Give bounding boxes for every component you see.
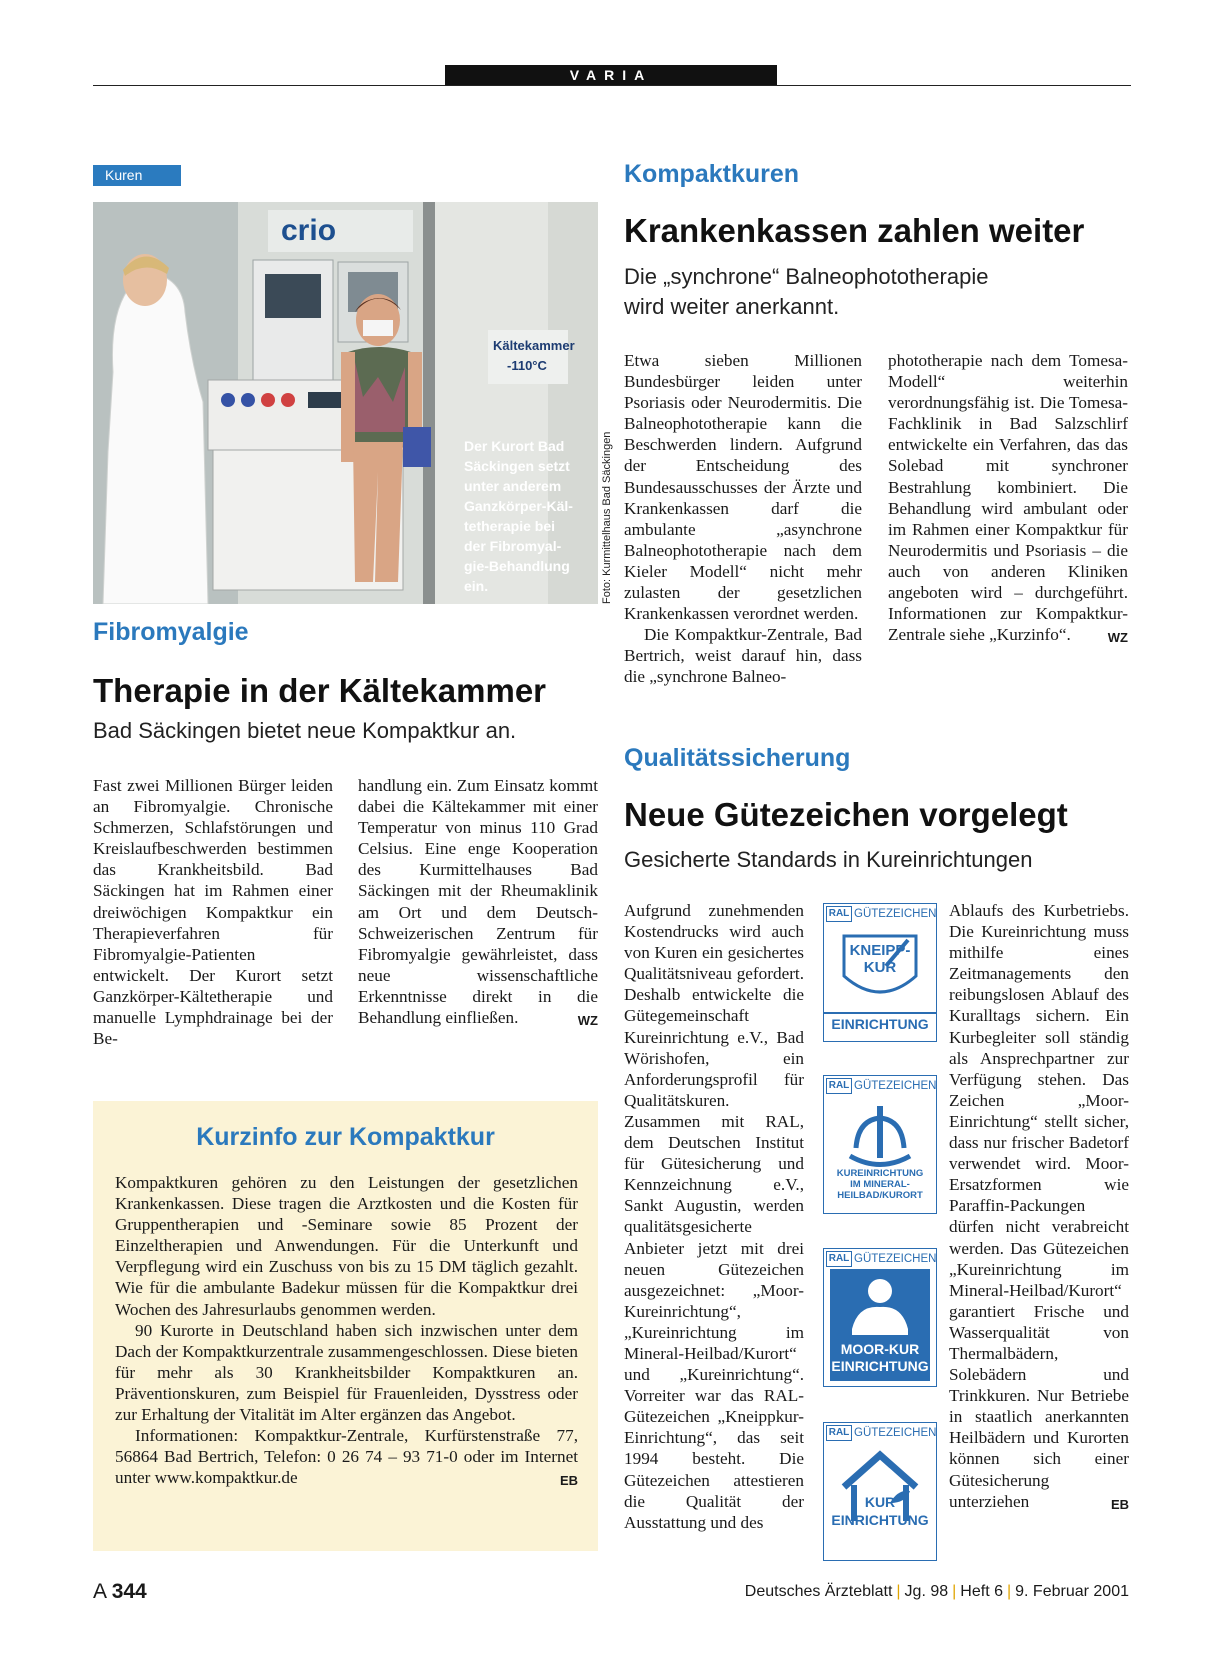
caption-line: Ganzkörper-Käl- xyxy=(464,498,573,514)
caption-line: Der Kurort Bad xyxy=(464,438,565,454)
category-tag: Kuren xyxy=(93,165,181,186)
kur-einrichtung-seal xyxy=(823,1422,937,1561)
crio-logo: crio xyxy=(281,214,337,247)
article2-text: Etwa sieben Millionen Bundesbürger leiden unter Psoriasis oder Neurodermitis. Die Balneophototherapie kann die Beschwerden lindern. Aufgrund der Entscheidung des Bundesausschusses der Ärzte und Krankenkassen darf die ambulante „asynchrone Balneophototherapie nach dem Kieler Modell“ nicht mehr zulasten der gesetzlichen Krankenkassen verordnet werden. xyxy=(624,351,862,624)
door-label-title: Kältekammer xyxy=(493,338,575,353)
article3-text: Aufgrund zunehmenden Kostendrucks wird auch von Kuren ein gesichertes Qualitätsniveau gefordert. Deshalb entwickelte die Gütegemeinschaft Kureinrichtung e.V., Bad Wörishofen, ein Anforderungsprofil für Qualitätskuren. Zusammen mit RAL, dem Deutschen Institut für Gütesicherung und Kennzeichnung e.V., Sankt Augustin, werden qualitätsgesicherte Anbieter jetzt mit drei neuen Gütezeichen ausgezeichnet: „Moor-Kureinrichtung“, „Kureinrichtung im Mineral-Heilbad/Kurort“ und „Kureinrichtung“. Vorreiter war das RAL-Gütezeichen „Kneippkur-Einrichtung“, das seit 1994 besteht. Die Gütezeichen attestieren die Qualität der Ausstattung und des xyxy=(624,901,804,1532)
article1-text: Fast zwei Millionen Bürger leiden an Fibromyalgie. Chronische Schmerzen, Schlafstörungen und Kreislaufbeschwerden bestimmen das Krankheitsbild. Bad Säckingen hat im Rahmen einer dreiwöchigen Kompaktkur ein Therapieverfahren für Fibromyalgie-Patienten entwickelt. Der Kurort setzt Ganzkörper-Kältetherapie und manuelle Lymphdrainage bei der Be- xyxy=(93,776,333,1049)
footer-separator: | xyxy=(1006,1583,1012,1600)
seal-caption-line: HEILBAD/KURORT xyxy=(837,1190,923,1201)
info-box-body xyxy=(115,1172,578,1491)
author-signature: WZ xyxy=(577,1013,598,1029)
info-paragraph: 90 Kurorte in Deutschland haben sich inzwischen unter dem Dach der Kompaktkurzentrale zusammengeschlossen. Diese bieten für mehr als 30 Krankheitsbilder Kompaktkuren an. Präventionskuren, zum Beispiel für Frauenleiden, Dysstress oder zur Erhaltung der Vitalität im Alter ergänzen das Angebot. xyxy=(115,1320,578,1425)
seal-caption xyxy=(824,942,936,976)
article2-column-1 xyxy=(624,350,862,688)
subhead-line: wird weiter anerkannt. xyxy=(624,294,840,319)
seal-caption-line: KUREINRICHTUNG xyxy=(836,1168,924,1179)
photo-credit xyxy=(598,431,618,604)
seal-label: GÜTEZEICHEN xyxy=(854,908,937,920)
caption-line: Säckingen setzt xyxy=(464,458,570,474)
article3-headline: Neue Gütezeichen vorgelegt xyxy=(624,796,1068,833)
seal-caption xyxy=(824,1168,936,1201)
article3-kicker: Qualitätssicherung xyxy=(624,744,851,772)
moor-kur-seal xyxy=(823,1248,937,1387)
ral-mark: RAL xyxy=(826,1078,852,1094)
seal-label: GÜTEZEICHEN xyxy=(854,1427,937,1439)
caption-line: tetherapie bei xyxy=(464,518,556,534)
article2-text: phototherapie nach dem Tomesa-Modell“ weiterhin verordnungsfähig ist. Die Tomesa-Fachklinik in Bad Salzschlirf entwickelte ein Verfahren, das das Solebad mit synchroner Bestrahlung kombiniert. Die Behandlung wird ambulant oder im Rahmen einer Kompaktkur für Neurodermitis und Psoriasis – die auch von anderen Kliniken angeboten wird – durchgeführt. Informationen zur Kompaktkur-Zentrale siehe „Kurzinfo“. xyxy=(888,351,1128,645)
seal-caption-line: EINRICHTUNG xyxy=(831,1358,929,1374)
journal-name: Deutsches Ärzteblatt xyxy=(744,1583,893,1600)
caption-line: ein. xyxy=(464,578,489,594)
author-signature: EB xyxy=(559,1473,578,1489)
article3-column-2 xyxy=(949,900,1129,1515)
article2-subhead xyxy=(624,262,988,322)
footer-separator: | xyxy=(896,1583,901,1600)
author-signature: WZ xyxy=(1107,630,1128,646)
ral-mark: RAL xyxy=(826,1251,852,1267)
kneipp-kur-seal xyxy=(823,903,937,1042)
header-rule xyxy=(93,85,1131,86)
mineral-heilbad-seal xyxy=(823,1075,937,1214)
seal-label: GÜTEZEICHEN xyxy=(854,1253,937,1265)
article1-kicker: Fibromyalgie xyxy=(93,618,249,646)
caption-line: unter anderem xyxy=(464,478,562,494)
seal-caption-line: EINRICHTUNG xyxy=(824,1012,936,1032)
caption-line: gie-Behandlung xyxy=(464,558,570,574)
article3-column-1 xyxy=(624,900,804,1533)
volume: Jg. 98 xyxy=(904,1583,949,1600)
info-paragraph: Kompaktkuren gehören zu den Leistungen der gesetzlichen Krankenkassen. Diese tragen die Arztkosten und die Kosten für Gruppentherapien und -Seminare sowie 85 Prozent der Einzeltherapien und Anwendungen. Für die Unterkunft und Verpflegung wird ein Zuschuss von bis zu 15 DM täglich gezahlt. Wie für die ambulante Badekur müssen für die Kompaktkur drei Wochen des Jahresurlaubs genommen werden. xyxy=(115,1173,578,1319)
article2-headline: Krankenkassen zahlen weiter xyxy=(624,212,1085,249)
seal-caption-line: IM MINERAL- xyxy=(850,1179,910,1190)
seal-caption xyxy=(824,1493,936,1529)
seal-caption-line: KUR xyxy=(864,1494,896,1510)
article3-subhead: Gesicherte Standards in Kureinrichtungen xyxy=(624,847,1033,872)
seal-caption-line: EINRICHTUNG xyxy=(831,1512,929,1528)
article1-column-2 xyxy=(358,775,598,1031)
page-number-value: 344 xyxy=(111,1580,147,1603)
seal-caption-line: MOOR-KUR xyxy=(840,1341,920,1357)
article2-column-2 xyxy=(888,350,1128,648)
author-signature: EB xyxy=(1110,1496,1129,1512)
journal-footer xyxy=(745,1583,1129,1601)
caption-line: der Fibromyal- xyxy=(464,538,562,554)
seal-caption-line: KNEIPP- xyxy=(849,942,911,959)
seal-caption xyxy=(824,1341,936,1375)
article1-column-1 xyxy=(93,775,333,1049)
seal-label: GÜTEZEICHEN xyxy=(854,1080,937,1092)
article1-subhead: Bad Säckingen bietet neue Kompaktkur an. xyxy=(93,718,517,743)
article3-text: Ablaufs des Kurbetriebs. Die Kureinrichtung muss mithilfe eines Zeitmanagements den reibungslosen Ablauf des Kuralltags sichern. Ein Kurbegleiter soll ständig als Ansprechpartner zur Verfügung stehen. Das Zeichen „Moor-Einrichtung“ stellt sicher, dass nur frischer Badetorf verwendet wird. Moor-Ersatzformen wie Paraffin-Packungen dürfen nicht verabreicht werden. Das Gütezeichen „Kureinrichtung im Mineral-Heilbad/Kurort“ garantiert Frische und Wasserqualität von Thermalbädern, Solebädern und Trinkkuren. Nur Betriebe in staatlich anerkannten Heilbädern und Kurorten können sich einer Gütesicherung unterziehen xyxy=(949,901,1129,1511)
footer-separator: | xyxy=(952,1583,957,1600)
info-box xyxy=(93,1101,598,1551)
article1-text: handlung ein. Zum Einsatz kommt dabei die Kältekammer mit einer Temperatur von minus 110 Grad Celsius. Eine enge Kooperation des Kurmittelhauses Bad Säckingen mit der Rheumaklinik am Ort und dem Deutsch-Schweizerischen Zentrum für Fibromyalgie gewährleistet, dass neue wissenschaftliche Erkenntnisse direkt in die Behandlung einfließen. xyxy=(358,776,598,1028)
ral-mark: RAL xyxy=(826,1425,852,1441)
article2-text: Die Kompaktkur-Zentrale, Bad Bertrich, weist darauf hin, dass die „synchrone Balneo- xyxy=(624,625,862,687)
page-prefix: A xyxy=(93,1580,106,1603)
issue-date: 9. Februar 2001 xyxy=(1015,1583,1129,1600)
section-header: VARIA xyxy=(445,65,777,85)
door-label-temp: -110°C xyxy=(507,358,547,373)
article2-kicker: Kompaktkuren xyxy=(624,160,800,188)
photo-credit-text: Foto: Kurmittelhaus Bad Säckingen xyxy=(601,431,613,604)
info-box-title: Kurzinfo zur Kompaktkur xyxy=(196,1123,495,1151)
article1-headline: Therapie in der Kältekammer xyxy=(93,672,547,709)
photo-caption xyxy=(464,436,596,596)
info-paragraph: Informationen: Kompaktkur-Zentrale, Kurfürstenstraße 77, 56864 Bad Bertrich, Telefon: 0 26 74 – 93 71-0 oder im Internet unter www.kompaktkur.de xyxy=(115,1426,578,1488)
issue: Heft 6 xyxy=(960,1583,1003,1600)
page-number xyxy=(93,1580,147,1604)
ral-mark: RAL xyxy=(826,906,852,922)
subhead-line: Die „synchrone“ Balneophototherapie xyxy=(624,264,989,289)
seal-caption-line: KUR xyxy=(863,959,897,976)
